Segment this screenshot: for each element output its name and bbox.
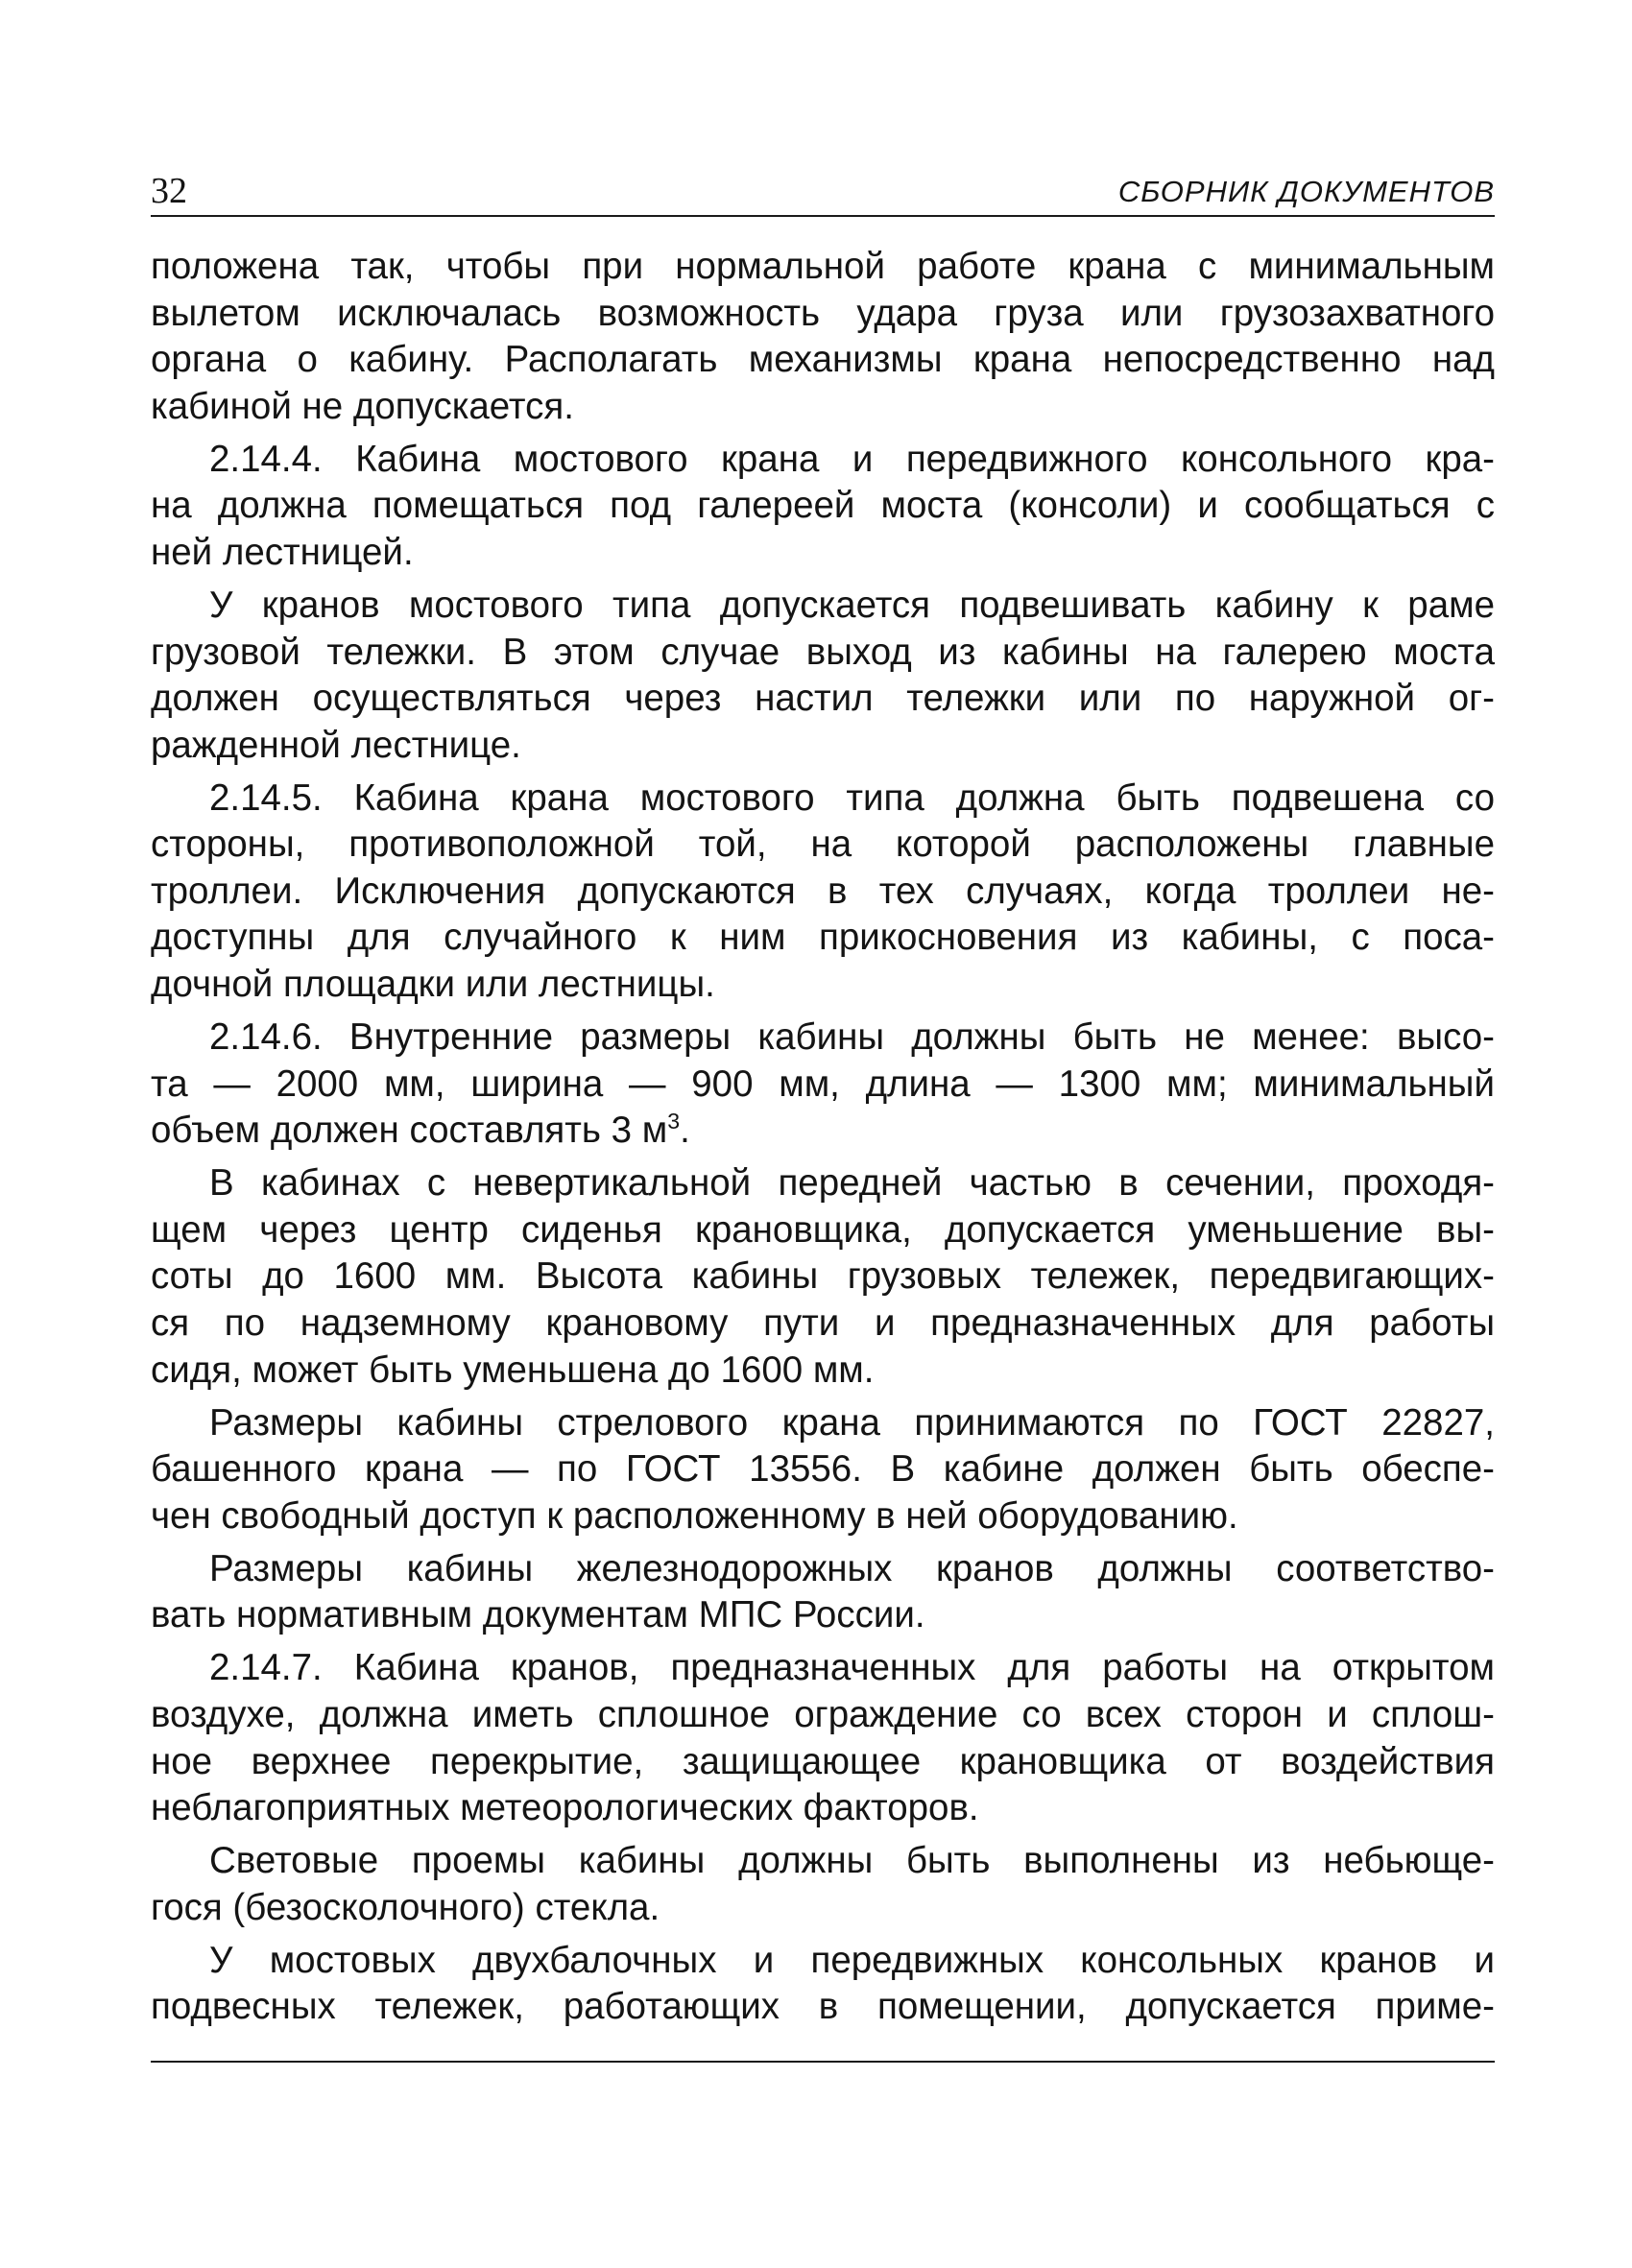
text-line: грузовой тележки. В этом случае выход из кабины на галерею моста [151,631,1495,673]
text-line: 2.14.5. Кабина крана мостового типа должна быть подвешена со [209,776,1495,819]
text-line: троллеи. Исключения допускаются в тех случаях, когда троллеи не- [151,870,1495,912]
text-line: щем через центр сиденья крановщика, допускается уменьшение вы- [151,1208,1495,1251]
paragraph [151,776,1495,1009]
text-line: доступны для случайного к ним прикосновения из кабины, с поса- [151,917,1495,959]
text-line-with-superscript [151,1108,1495,1155]
running-head: СБОРНИК ДОКУМЕНТОВ [1117,175,1495,208]
paragraph [151,1400,1495,1540]
text-line: ся по надземному крановому пути и предназначенных для работы [151,1302,1495,1345]
text-line: Световые проемы кабины должны быть выполнены из небьюще- [209,1840,1495,1882]
text-line: ное верхнее перекрытие, защищающее крановщика от воздействия [151,1740,1495,1782]
paragraph [151,1546,1495,1639]
text-line: подвесных тележек, работающих в помещении, допускается приме- [151,1986,1495,2028]
text-line: та — 2000 мм, ширина — 900 мм, длина — 1300 мм; минимальный [151,1062,1495,1105]
text-line: на должна помещаться под галереей моста (консоли) и сообщаться с [151,485,1495,527]
text-line: У мостовых двухбалочных и передвижных консольных кранов и [209,1939,1495,1981]
page-number: 32 [151,171,187,211]
text-line: кабиной не допускается. [151,385,574,427]
text-line: сидя, может быть уменьшена до 1600 мм. [151,1349,875,1391]
paragraph [151,244,1495,430]
text-line: положена так, чтобы при нормальной работе крана с минимальным [151,246,1495,287]
paragraph [151,583,1495,769]
footer-rule [151,2061,1495,2063]
text-line: чен свободный доступ к расположенному в ней оборудованию. [151,1494,1238,1537]
paragraph [151,437,1495,577]
text-line: 2.14.6. Внутренние размеры кабины должны быть не менее: высо- [209,1016,1495,1059]
text-line: органа о кабину. Располагать механизмы крана непосредственно над [151,339,1495,381]
paragraph [151,1838,1495,1931]
text-line-tail: . [680,1110,690,1152]
text-line: соты до 1600 мм. Высота кабины грузовых тележек, передвигающих- [151,1255,1495,1298]
text-line: воздухе, должна иметь сплошное ограждение со всех сторон и сплош- [151,1693,1495,1735]
header-rule [151,215,1495,217]
text-line: неблагоприятных метеорологических факторов. [151,1787,979,1829]
text-line: ней лестницей. [151,531,414,573]
paragraph [151,1645,1495,1831]
text-line: должен осуществляться через настил тележки или по наружной ог- [151,678,1495,720]
text-line: 2.14.7. Кабина кранов, предназначенных для работы на открытом [209,1647,1495,1689]
text-line-main: объем должен составлять 3 м [151,1110,668,1152]
text-line: башенного крана — по ГОСТ 13556. В кабине должен быть обеспе- [151,1448,1495,1491]
body-text [151,244,1495,2031]
text-line: Размеры кабины железнодорожных кранов должны соответство- [209,1547,1495,1589]
superscript: 3 [667,1109,681,1134]
text-line: гося (безосколочного) стекла. [151,1886,660,1928]
text-line: 2.14.4. Кабина мостового крана и передвижного консольного кра- [209,438,1495,480]
text-line: вылетом исключалась возможность удара груза или грузозахватного [151,292,1495,334]
paragraph [151,1160,1495,1394]
paragraph [151,1938,1495,2031]
text-line: дочной площадки или лестницы. [151,964,715,1006]
paragraph [151,1015,1495,1155]
text-line: Размеры кабины стрелового крана принимаются по ГОСТ 22827, [209,1401,1495,1444]
text-line: ражденной лестнице. [151,724,521,766]
text-line: стороны, противоположной той, на которой расположены главные [151,824,1495,866]
text-line: В кабинах с невертикальной передней частью в сечении, проходя- [209,1162,1495,1205]
text-line: У кранов мостового типа допускается подвешивать кабину к раме [209,584,1495,626]
page-header [151,167,1495,221]
text-line: вать нормативным документам МПС России. [151,1594,925,1636]
